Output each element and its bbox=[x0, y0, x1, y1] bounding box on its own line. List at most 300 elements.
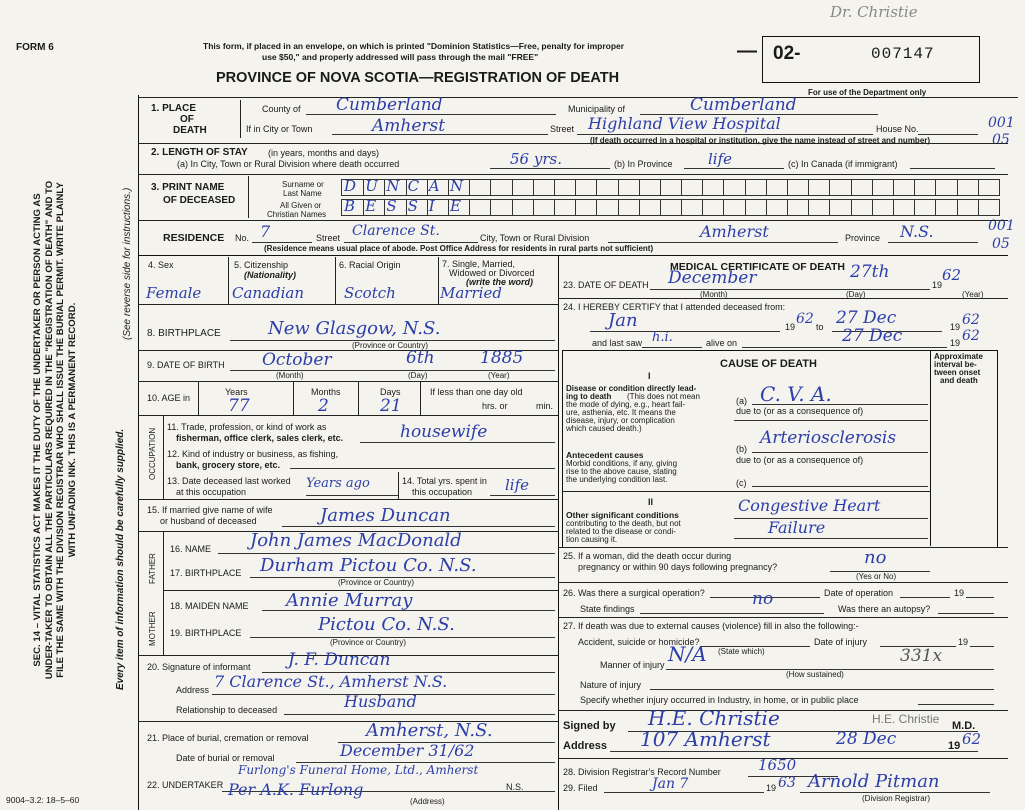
place-label-2: OF bbox=[180, 114, 194, 125]
racial-value: Scotch bbox=[344, 284, 396, 302]
signer-printed-name: H.E. Christie bbox=[872, 712, 940, 726]
surname-box bbox=[893, 180, 915, 195]
cause-a2-line bbox=[734, 420, 928, 421]
mother-side-label: MOTHER bbox=[148, 611, 157, 646]
q26-year-line bbox=[966, 597, 994, 598]
autopsy-label: Was there an autopsy? bbox=[838, 604, 931, 614]
racial-divider bbox=[438, 257, 439, 304]
signer-address-label: Address bbox=[563, 740, 608, 752]
age-months-value: 2 bbox=[318, 396, 329, 416]
given-name-box bbox=[639, 200, 661, 215]
q17-label: 17. BIRTHPLACE bbox=[170, 568, 242, 578]
q14-divider bbox=[398, 472, 399, 499]
street-line bbox=[577, 134, 873, 135]
q29-value: Jan 7 bbox=[652, 776, 689, 792]
surname-box bbox=[914, 180, 936, 195]
divider-16 bbox=[558, 582, 1008, 583]
center-divider bbox=[558, 255, 559, 810]
signer-year-value: 62 bbox=[962, 730, 982, 748]
given-name-box bbox=[618, 200, 640, 215]
burial-date-label: Date of burial or removal bbox=[176, 753, 275, 763]
last-saw-line bbox=[642, 347, 702, 348]
residence-division-label: City, Town or Rural Division bbox=[480, 233, 590, 243]
house-line bbox=[918, 134, 978, 135]
q24-from-year: 62 bbox=[796, 311, 814, 327]
father-side-label: FATHER bbox=[148, 553, 157, 584]
surname-boxes bbox=[341, 179, 1000, 196]
q25-sub: (Yes or No) bbox=[856, 572, 897, 581]
q29-year: 63 bbox=[778, 775, 796, 791]
q24-to-label: to bbox=[816, 322, 824, 332]
md-label: M.D. bbox=[952, 720, 976, 732]
alive-year: 62 bbox=[962, 328, 980, 344]
divider-5 bbox=[138, 304, 558, 305]
given-name-box bbox=[427, 197, 449, 215]
surname-box bbox=[512, 180, 534, 195]
other-1: Other significant conditions bbox=[566, 510, 679, 520]
age-days-label: Days bbox=[380, 387, 401, 397]
given-name-letter: S bbox=[407, 197, 418, 215]
date-injury-label: Date of injury bbox=[814, 637, 868, 647]
other-value-1: Congestive Heart bbox=[738, 496, 881, 515]
surname-letter: D bbox=[344, 177, 357, 195]
q12-line-1: 12. Kind of industry or business, as fishing, bbox=[167, 449, 339, 459]
divider-2 bbox=[138, 174, 1008, 175]
registration-number-box bbox=[762, 36, 980, 83]
q20-label: 20. Signature of informant bbox=[147, 662, 251, 672]
q26-value: no bbox=[752, 589, 774, 609]
residence-division-line bbox=[608, 242, 838, 243]
q13-line-2: at this occupation bbox=[176, 487, 247, 497]
city-value: Amherst bbox=[372, 116, 446, 136]
burial-date-value: December 31/62 bbox=[340, 741, 475, 760]
autopsy-line bbox=[938, 613, 994, 614]
q26-19: 19 bbox=[954, 588, 965, 598]
other-3: related to the disease or condi- bbox=[566, 527, 676, 536]
undertaker-province: N.S. bbox=[506, 782, 524, 792]
divider-13 bbox=[138, 721, 558, 722]
municipality-label: Municipality of bbox=[568, 104, 626, 114]
surname-box bbox=[639, 180, 661, 195]
cause-b-value: Arteriosclerosis bbox=[760, 428, 897, 448]
q12-line bbox=[290, 468, 555, 469]
surname-box bbox=[829, 180, 851, 195]
divider-3 bbox=[138, 220, 1008, 221]
interval-label-1: Approximate bbox=[934, 352, 983, 361]
q21-value: Amherst, N.S. bbox=[366, 720, 493, 741]
q15-line-2: or husband of deceased bbox=[160, 516, 257, 526]
cause-b-line bbox=[752, 452, 928, 453]
q23-line bbox=[650, 289, 930, 290]
q23-month: December bbox=[668, 268, 757, 288]
antecedent-3: rise to the above cause, stating bbox=[566, 467, 677, 476]
q18-value: Annie Murray bbox=[286, 590, 413, 611]
occupation-side-border bbox=[163, 415, 164, 499]
surname-box bbox=[766, 180, 788, 195]
main-left-border bbox=[138, 95, 139, 810]
given-name-box bbox=[681, 200, 703, 215]
direct-7: which caused death.) bbox=[566, 424, 642, 433]
birthplace-value: New Glasgow, N.S. bbox=[268, 318, 441, 339]
q24-from-line bbox=[590, 331, 780, 332]
cause-heading: CAUSE OF DEATH bbox=[720, 358, 817, 370]
direct-2: ing to death bbox=[566, 392, 612, 401]
place-label-3: DEATH bbox=[173, 125, 207, 136]
divider-17 bbox=[558, 617, 1008, 618]
main-top-border bbox=[138, 97, 1018, 98]
given-name-box bbox=[829, 200, 851, 215]
q24-label: 24. I HEREBY CERTIFY that I attended deceased from: bbox=[563, 302, 786, 312]
q28-label: 28. Division Registrar's Record Number bbox=[563, 767, 721, 777]
surname-box bbox=[342, 177, 364, 195]
surname-box bbox=[935, 180, 957, 195]
county-label: County of bbox=[262, 104, 301, 114]
divider-18 bbox=[558, 710, 1008, 711]
surname-box bbox=[469, 180, 491, 195]
residence-province-label: Province bbox=[845, 233, 881, 243]
min-label: min. bbox=[536, 401, 554, 411]
margin-note-2: 05 bbox=[992, 132, 1010, 148]
given-name-letter: B bbox=[344, 197, 356, 215]
other-4: tion causing it. bbox=[566, 535, 618, 544]
given-name-box bbox=[978, 200, 1000, 215]
q15-line bbox=[282, 526, 555, 527]
stay-a-line bbox=[490, 168, 610, 169]
form-number: FORM 6 bbox=[16, 42, 54, 53]
cause-a-label: (a) bbox=[736, 396, 747, 406]
birthplace-label: 8. BIRTHPLACE bbox=[147, 328, 221, 339]
direct-3: (This does not mean bbox=[627, 392, 700, 401]
q23-day-sub: (Day) bbox=[846, 290, 866, 299]
postal-notice-line-2: use $50," and properly addressed will pass through the mail "FREE" bbox=[262, 52, 539, 62]
given-name-box bbox=[490, 200, 512, 215]
last-saw-value: h.i. bbox=[652, 330, 673, 345]
hospital-note: (If death occurred in a hospital or institution, give the name instead of street and number) bbox=[590, 136, 931, 145]
stay-c-label: (c) In Canada (if immigrant) bbox=[788, 159, 898, 169]
q14-line-1: 14. Total yrs. spent in bbox=[402, 476, 487, 486]
signer-year-print: 19 bbox=[948, 740, 961, 752]
age-div-3 bbox=[358, 381, 359, 415]
given-name-box bbox=[448, 197, 470, 215]
last-saw-label: and last saw bbox=[592, 338, 643, 348]
form-title: PROVINCE OF NOVA SCOTIA—REGISTRATION OF DEATH bbox=[216, 70, 620, 86]
manner-label: Manner of injury bbox=[600, 660, 665, 670]
surname-box bbox=[490, 180, 512, 195]
municipality-value: Cumberland bbox=[690, 95, 797, 115]
given-name-box bbox=[723, 200, 745, 215]
citizenship-divider bbox=[335, 257, 336, 304]
street-value: Highland View Hospital bbox=[588, 114, 781, 133]
direct-1: Disease or condition directly lead- bbox=[566, 384, 697, 393]
interval-column-border bbox=[930, 351, 931, 546]
divider-7 bbox=[138, 381, 558, 382]
department-use-label: For use of the Department only bbox=[808, 88, 927, 97]
antecedent-4: the underlying condition last. bbox=[566, 475, 668, 484]
dob-day: 6th bbox=[406, 348, 435, 368]
part-1-label: I bbox=[648, 371, 651, 381]
county-value: Cumberland bbox=[336, 95, 443, 115]
q13-value: Years ago bbox=[306, 476, 370, 491]
footer-code: 9004–3.2: 18–5–60 bbox=[6, 795, 80, 805]
residence-street-label: Street bbox=[316, 233, 341, 243]
industry-label: Specify whether injury occurred in Industry, in home, or in public place bbox=[580, 695, 859, 705]
surname-box bbox=[723, 180, 745, 195]
surname-box bbox=[575, 180, 597, 195]
surname-box bbox=[851, 180, 873, 195]
informant-address-label: Address bbox=[176, 685, 210, 695]
dob-day-sub: (Day) bbox=[408, 371, 428, 380]
dob-year: 1885 bbox=[480, 348, 524, 368]
residence-province-line bbox=[888, 242, 978, 243]
cause-a-value: C. V. A. bbox=[760, 382, 832, 406]
direct-6: disease, injury, or complication bbox=[566, 416, 675, 425]
direct-4: the mode of dying, e.g., heart fail- bbox=[566, 400, 686, 409]
age-div-4 bbox=[420, 381, 421, 415]
given-name-box bbox=[872, 200, 894, 215]
given-name-box bbox=[342, 197, 364, 215]
signer-date-value: 28 Dec bbox=[836, 729, 897, 749]
margin-note-3: 001 bbox=[988, 218, 1015, 234]
reverse-side-note: (See reverse side for instructions.) bbox=[122, 187, 133, 340]
supply-note: Every item of information should be carefully supplied. bbox=[115, 428, 126, 690]
residence-label: RESIDENCE bbox=[163, 232, 225, 244]
informant-address-value: 7 Clarence St., Amherst N.S. bbox=[214, 672, 448, 691]
q15-value: James Duncan bbox=[320, 505, 451, 526]
q17-value: Durham Pictou Co. N.S. bbox=[260, 555, 477, 576]
age-label: 10. AGE in bbox=[147, 393, 191, 403]
q15-line-1: 15. If married give name of wife bbox=[147, 505, 273, 515]
q19-label: 19. BIRTHPLACE bbox=[170, 628, 242, 638]
given-name-box bbox=[554, 200, 576, 215]
residence-no-label: No. bbox=[235, 233, 250, 243]
marital-label-3: (write the word) bbox=[466, 277, 533, 287]
surname-box bbox=[745, 180, 767, 195]
direct-5: ure, asthenia, etc. It means the bbox=[566, 408, 676, 417]
surname-box bbox=[384, 177, 406, 195]
relationship-label: Relationship to deceased bbox=[176, 705, 278, 715]
marital-label-2: Widowed or Divorced bbox=[449, 268, 535, 278]
q14-line-2: this occupation bbox=[412, 487, 473, 497]
industry-line bbox=[918, 704, 994, 705]
given-name-box bbox=[957, 200, 979, 215]
dob-year-sub: (Year) bbox=[488, 371, 510, 380]
q26-date-label: Date of operation bbox=[824, 588, 894, 598]
age-div-2 bbox=[293, 381, 294, 415]
q26-date-line bbox=[900, 597, 950, 598]
given-name-box bbox=[660, 200, 682, 215]
due-to-1: due to (or as a consequence of) bbox=[736, 406, 864, 416]
q11-line-2: fisherman, office clerk, sales clerk, etc. bbox=[176, 433, 344, 443]
given-name-box bbox=[596, 200, 618, 215]
header-dash: — bbox=[737, 40, 757, 62]
place-label-1: 1. PLACE bbox=[151, 103, 197, 114]
other-line-1 bbox=[734, 518, 928, 519]
q29-line bbox=[604, 792, 764, 793]
surname-box bbox=[872, 180, 894, 195]
age-div-1 bbox=[198, 381, 199, 415]
given-name-box bbox=[575, 200, 597, 215]
residence-division-value: Amherst bbox=[700, 222, 769, 241]
signer-address-value: 107 Amherst bbox=[640, 727, 771, 751]
q11-line bbox=[360, 442, 555, 443]
given-name-letter: E bbox=[365, 197, 377, 215]
surname-box bbox=[406, 177, 428, 195]
how-sustained-sub: (How sustained) bbox=[786, 670, 844, 679]
given-name-box bbox=[702, 200, 724, 215]
nature-label: Nature of injury bbox=[580, 680, 642, 690]
given-label-2: Christian Names bbox=[267, 210, 327, 219]
q22-label: 22. UNDERTAKER bbox=[147, 780, 224, 790]
relationship-line bbox=[284, 714, 555, 715]
q29-19: 19 bbox=[766, 783, 777, 793]
given-name-box bbox=[469, 200, 491, 215]
age-days-value: 21 bbox=[380, 396, 402, 416]
q13-line bbox=[306, 495, 398, 496]
stamp-331: 331x bbox=[900, 646, 943, 666]
q21-label: 21. Place of burial, cremation or removal bbox=[147, 733, 309, 743]
interval-label-3: tween onset bbox=[934, 368, 981, 377]
q28-value: 1650 bbox=[758, 756, 797, 774]
accident-label: Accident, suicide or homicide? bbox=[578, 637, 700, 647]
surname-box bbox=[787, 180, 809, 195]
alive-on-label: alive on bbox=[706, 338, 738, 348]
parents-side-border bbox=[163, 531, 164, 655]
q23-year: 62 bbox=[942, 266, 962, 284]
nature-line bbox=[650, 689, 994, 690]
age-years-label: Years bbox=[225, 387, 248, 397]
q24-19-b: 19 bbox=[950, 322, 961, 332]
undertaker-address-sub: (Address) bbox=[410, 797, 445, 806]
registrar-sub: (Division Registrar) bbox=[862, 794, 931, 803]
date-injury-19: 19 bbox=[958, 637, 969, 647]
stay-b-value: life bbox=[708, 150, 733, 168]
surname-box bbox=[681, 180, 703, 195]
q14-line bbox=[490, 495, 555, 496]
other-2: contributing to the death, but not bbox=[566, 519, 681, 528]
street-label: Street bbox=[550, 124, 575, 134]
q11-value: housewife bbox=[400, 422, 488, 442]
part-2-label: II bbox=[648, 497, 654, 507]
divider-8 bbox=[138, 415, 558, 416]
signer-address-line bbox=[610, 751, 978, 752]
residence-street-value: Clarence St. bbox=[352, 223, 440, 239]
surname-box bbox=[448, 177, 470, 195]
postal-notice-line-1: This form, if placed in an envelope, on which is printed "Dominion Statistics—Free, penalty for improper bbox=[203, 41, 625, 51]
sex-label: 4. Sex bbox=[148, 260, 174, 270]
surname-box bbox=[427, 177, 449, 195]
given-name-box bbox=[533, 200, 555, 215]
dob-month: October bbox=[262, 350, 332, 370]
q25-line-1: 25. If a woman, did the death occur during bbox=[563, 551, 732, 561]
q19-sub: (Province or Country) bbox=[330, 638, 407, 647]
citizenship-label: 5. Citizenship bbox=[234, 260, 289, 270]
given-name-box bbox=[787, 200, 809, 215]
alive-19: 19 bbox=[950, 338, 961, 348]
medical-heading: MEDICAL CERTIFICATE OF DEATH bbox=[670, 261, 845, 273]
state-which-sub: (State which) bbox=[718, 647, 765, 656]
q24-to-year: 62 bbox=[962, 312, 980, 328]
stay-label: 2. LENGTH OF STAY bbox=[151, 147, 248, 158]
surname-letter: N bbox=[386, 177, 400, 195]
alive-on-value: 27 Dec bbox=[842, 326, 903, 346]
alive-on-line bbox=[742, 347, 947, 348]
q23-month-sub: (Month) bbox=[700, 290, 728, 299]
undertaker-firm: Furlong's Funeral Home, Ltd., Amherst bbox=[238, 763, 479, 777]
other-value-2: Failure bbox=[768, 518, 826, 537]
top-pencil-note: Dr. Christie bbox=[830, 3, 918, 21]
given-name-box bbox=[766, 200, 788, 215]
divider-15 bbox=[558, 547, 1008, 548]
q23-year-print: 19 bbox=[932, 280, 943, 290]
antecedent-1: Antecedent causes bbox=[566, 450, 644, 460]
signed-by-value: H.E. Christie bbox=[648, 706, 780, 730]
given-name-box bbox=[935, 200, 957, 215]
given-label-1: All Given or bbox=[280, 201, 322, 210]
margin-note-4: 05 bbox=[992, 236, 1010, 252]
age-years-value: 77 bbox=[228, 396, 250, 416]
given-name-letter: E bbox=[449, 197, 461, 215]
q18-label: 18. MAIDEN NAME bbox=[170, 601, 249, 611]
divider-1 bbox=[138, 143, 1008, 144]
q23-label: 23. DATE OF DEATH bbox=[563, 280, 649, 290]
q16-line bbox=[218, 553, 555, 554]
residence-street-line bbox=[344, 242, 478, 243]
q23-day: 27th bbox=[850, 262, 890, 282]
surname-box bbox=[596, 180, 618, 195]
residence-no-value: 7 bbox=[260, 222, 271, 241]
marital-value: Married bbox=[440, 284, 502, 302]
state-findings-label: State findings bbox=[580, 604, 635, 614]
age-months-label: Months bbox=[311, 387, 341, 397]
surname-letter: U bbox=[365, 177, 378, 195]
residence-province-value: N.S. bbox=[900, 222, 934, 241]
q29-label: 29. Filed bbox=[563, 783, 598, 793]
surname-letter: A bbox=[428, 177, 440, 195]
margin-note-1: 001 bbox=[988, 115, 1015, 131]
cause-c-label: (c) bbox=[736, 478, 747, 488]
surname-box bbox=[660, 180, 682, 195]
statute-text: SEC. 14 – VITAL STATISTICS ACT MAKES IT THE DUTY OF THE UNDERTAKER OR PERSON ACTING AS UNDER-TAKER TO OBTAIN ALL THE PARTICULARS REQUIRED IN THE "REGISTRATION OF DEATH" AND TO FILE THE SAME WITH THE DIVISION REGISTRAR WHO SHALL ISSUE THE BURIAL PERMIT. WRITE PLAINLY WITH UNFADING INK. THIS IS A PERMANENT RECORD. bbox=[32, 180, 78, 680]
surname-box bbox=[618, 180, 640, 195]
antecedent-2: Morbid conditions, if any, giving bbox=[566, 459, 678, 468]
date-injury-year-line bbox=[970, 646, 994, 647]
divider-14 bbox=[558, 298, 1008, 299]
name-divider bbox=[248, 176, 249, 218]
place-divider bbox=[240, 100, 241, 138]
statute-sidebar bbox=[32, 108, 78, 748]
interval-label-4: and death bbox=[940, 376, 978, 385]
stay-b-label: (b) In Province bbox=[614, 159, 673, 169]
given-name-boxes bbox=[341, 199, 1000, 216]
surname-letter: C bbox=[407, 177, 420, 195]
stay-a-value: 56 yrs. bbox=[510, 150, 562, 168]
q20-value: J. F. Duncan bbox=[288, 650, 391, 670]
dob-month-sub: (Month) bbox=[276, 371, 304, 380]
hrs-label: hrs. or bbox=[482, 401, 508, 411]
given-name-box bbox=[406, 197, 428, 215]
marital-label-1: 7. Single, Married, bbox=[442, 259, 516, 269]
racial-label: 6. Racial Origin bbox=[339, 260, 401, 270]
print-name-label-2: OF DECEASED bbox=[163, 195, 236, 206]
q16-value: John James MacDonald bbox=[250, 530, 462, 551]
other-line-2 bbox=[734, 538, 928, 539]
cause-part2-divider bbox=[563, 491, 930, 492]
given-name-box bbox=[363, 197, 385, 215]
signed-by-label: Signed by bbox=[563, 720, 616, 732]
divider-4 bbox=[138, 255, 1008, 256]
surname-letter: N bbox=[449, 177, 464, 195]
given-name-box bbox=[808, 200, 830, 215]
